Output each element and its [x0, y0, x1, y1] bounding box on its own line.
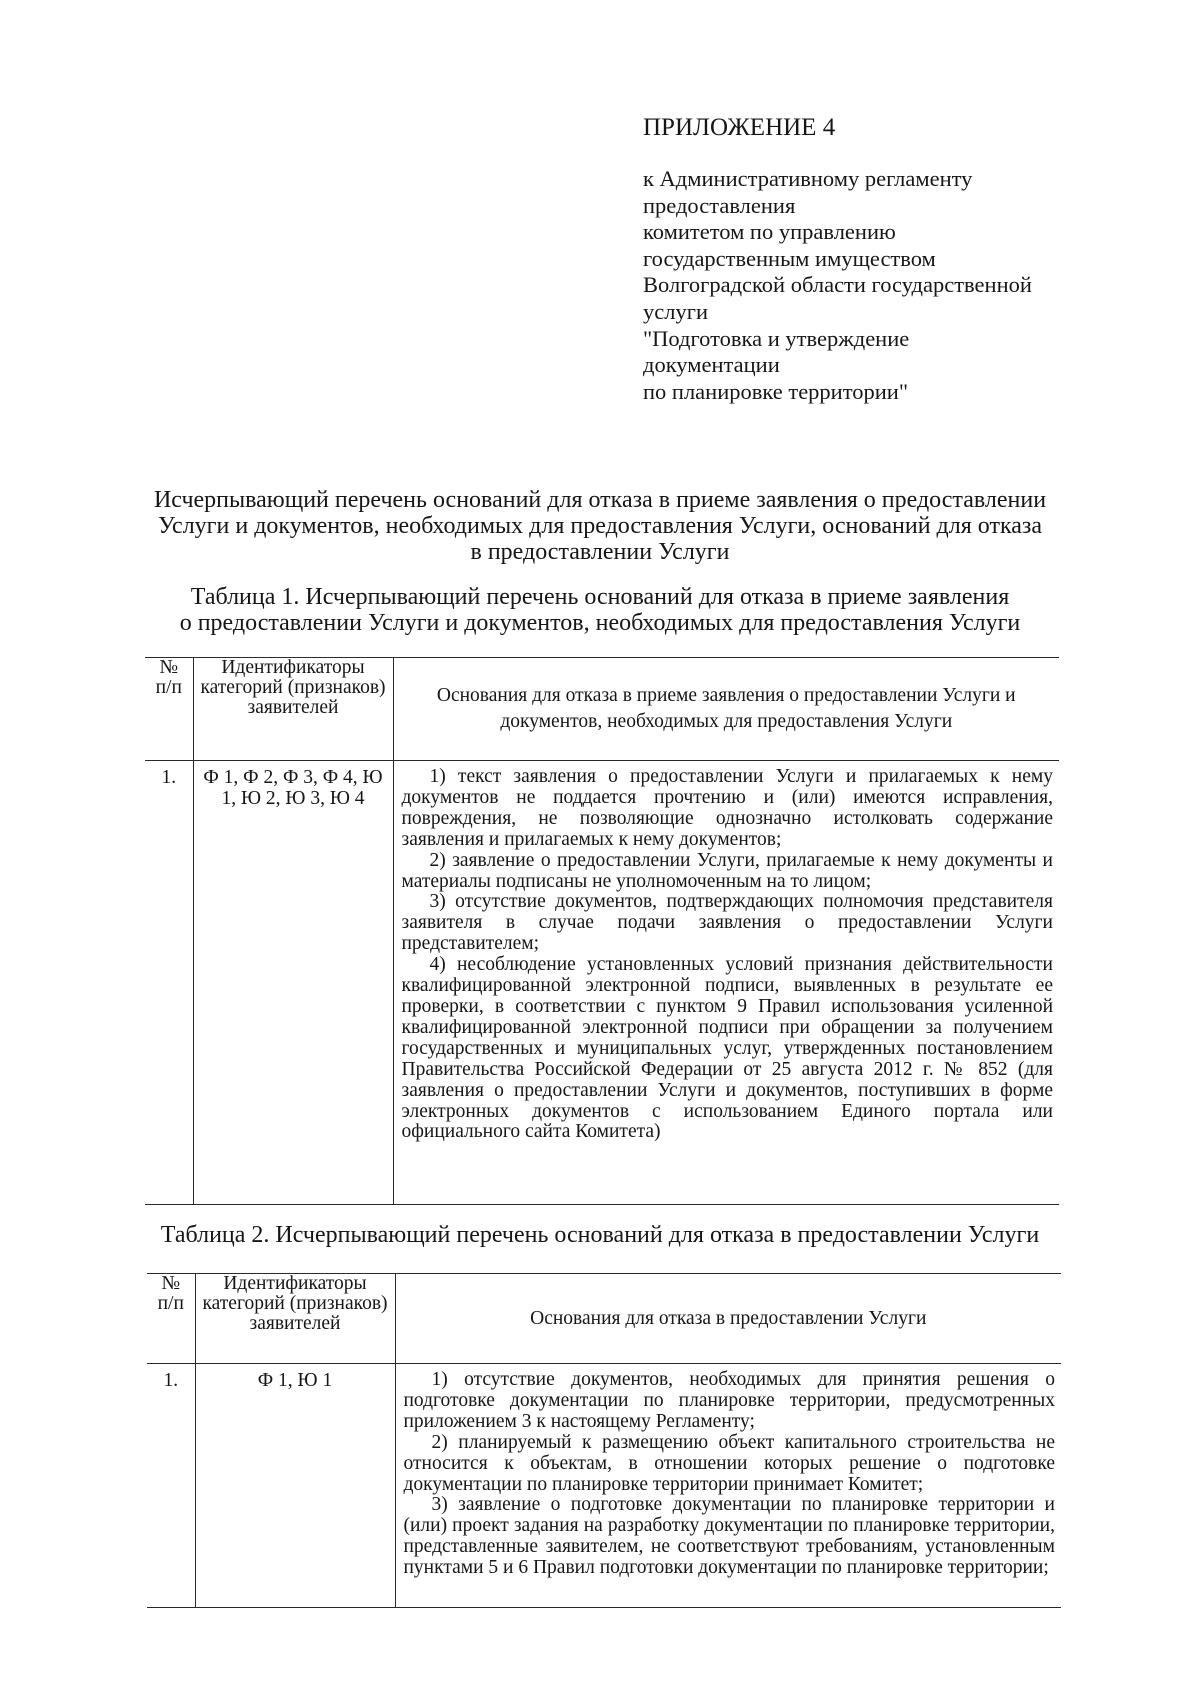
ground-item: 2) заявление о предоставлении Услуги, прилагаемые к нему документы и материалы подписаны не уполномоченным на то лицом;	[401, 849, 1053, 892]
header-grounds: Основания для отказа в приеме заявления о предоставлении Услуги и документов, необходимых для предоставления Услуги	[393, 658, 1059, 761]
row-grounds	[395, 1364, 1061, 1608]
appendix-line: документации	[643, 352, 780, 378]
ground-item: 1) отсутствие документов, необходимых для принятия решения о подготовке документации по планировке территории, предусмотренных приложением 3 к настоящему Регламенту;	[403, 1369, 1055, 1432]
appendix-line: государственным имуществом	[643, 245, 936, 271]
ground-item: 3) заявление о подготовке документации по планировке территории и (или) проект задания на разработку документации по планировке территории, представленные заявителем, не соответствуют требованиям, установленным пунктами 5 и 6 Правил подготовки документации по планировке территории;	[403, 1494, 1055, 1579]
row-num: 1.	[147, 1364, 195, 1608]
ground-item: 4) несоблюдение установленных условий признания действительности квалифицированной электронной подписи, выявленных в результате ее проверки, в соответствии с пунктом 9 Правил использования усиленной квалифицированной электронной подписи при обращении за получением государственных и муниципальных услуг, утвержденных постановлением Правительства Российской Федерации от 25 августа 2012 г. № 852 (для заявления о предоставлении Услуги и документов, поступивших в форме электронных документов с использованием Единого портала или официального сайта Комитета)	[401, 954, 1053, 1143]
appendix-block	[643, 114, 1103, 405]
caption-line: о предоставлении Услуги и документов, необходимых для предоставления Услуги	[179, 610, 1021, 636]
table2	[147, 1273, 1061, 1608]
appendix-line: по планировке территории"	[643, 378, 909, 404]
row-ids: Ф 1, Ю 1	[195, 1364, 395, 1608]
appendix-line: комитетом по управлению	[643, 219, 896, 245]
header-ids: Идентификаторы категорий (признаков) заявителей	[195, 1274, 395, 1364]
header-grounds: Основания для отказа в предоставлении Услуги	[395, 1274, 1061, 1364]
appendix-line: к Административному регламенту	[643, 166, 973, 191]
row-grounds	[393, 761, 1059, 1205]
appendix-line: предоставления	[643, 192, 796, 218]
row-ids: Ф 1, Ф 2, Ф 3, Ф 4, Ю 1, Ю 2, Ю 3, Ю 4	[193, 761, 393, 1205]
ground-item: 2) планируемый к размещению объект капитального строительства не относится к объектам, в отношении которых решение о подготовке документации по планировке территории принимает Комитет;	[403, 1431, 1055, 1495]
caption-line: Таблица 2. Исчерпывающий перечень оснований для отказа в предоставлении Услуги	[160, 1222, 1040, 1248]
heading-line: Исчерпывающий перечень оснований для отказа в приеме заявления о предоставлении	[153, 487, 1047, 513]
table-header-row	[145, 658, 1059, 761]
header-ids: Идентификаторы категорий (признаков) заявителей	[193, 658, 393, 761]
caption-line: Таблица 1. Исчерпывающий перечень оснований для отказа в приеме заявления	[190, 584, 1010, 610]
appendix-title: ПРИЛОЖЕНИЕ 4	[643, 114, 836, 141]
table-header-row	[147, 1274, 1061, 1364]
appendix-reference	[643, 166, 1103, 405]
heading-line: в предоставлении Услуги	[470, 539, 730, 565]
table1	[145, 657, 1059, 1205]
appendix-line: услуги	[643, 298, 708, 324]
header-num: № п/п	[145, 658, 193, 761]
appendix-line: "Подготовка и утверждение	[643, 325, 910, 351]
table-row	[147, 1364, 1061, 1608]
ground-item: 3) отсутствие документов, подтверждающих полномочия представителя заявителя в случае подачи заявления о предоставлении Услуги представителем;	[401, 891, 1053, 955]
header-num: № п/п	[147, 1274, 195, 1364]
row-num: 1.	[145, 761, 193, 1205]
appendix-line: Волгоградской области государственной	[643, 272, 1032, 298]
document-heading	[100, 487, 1100, 565]
table2-caption	[100, 1222, 1100, 1248]
table-row	[145, 761, 1059, 1205]
ground-item: 1) текст заявления о предоставлении Услуги и прилагаемых к нему документов не поддается прочтению и (или) имеются исправления, повреждения, не позволяющие однозначно истолковать содержание заявления и прилагаемых к нему документов;	[401, 766, 1053, 850]
table1-caption	[100, 584, 1100, 636]
heading-line: Услуги и документов, необходимых для предоставления Услуги, оснований для отказа	[157, 513, 1043, 539]
